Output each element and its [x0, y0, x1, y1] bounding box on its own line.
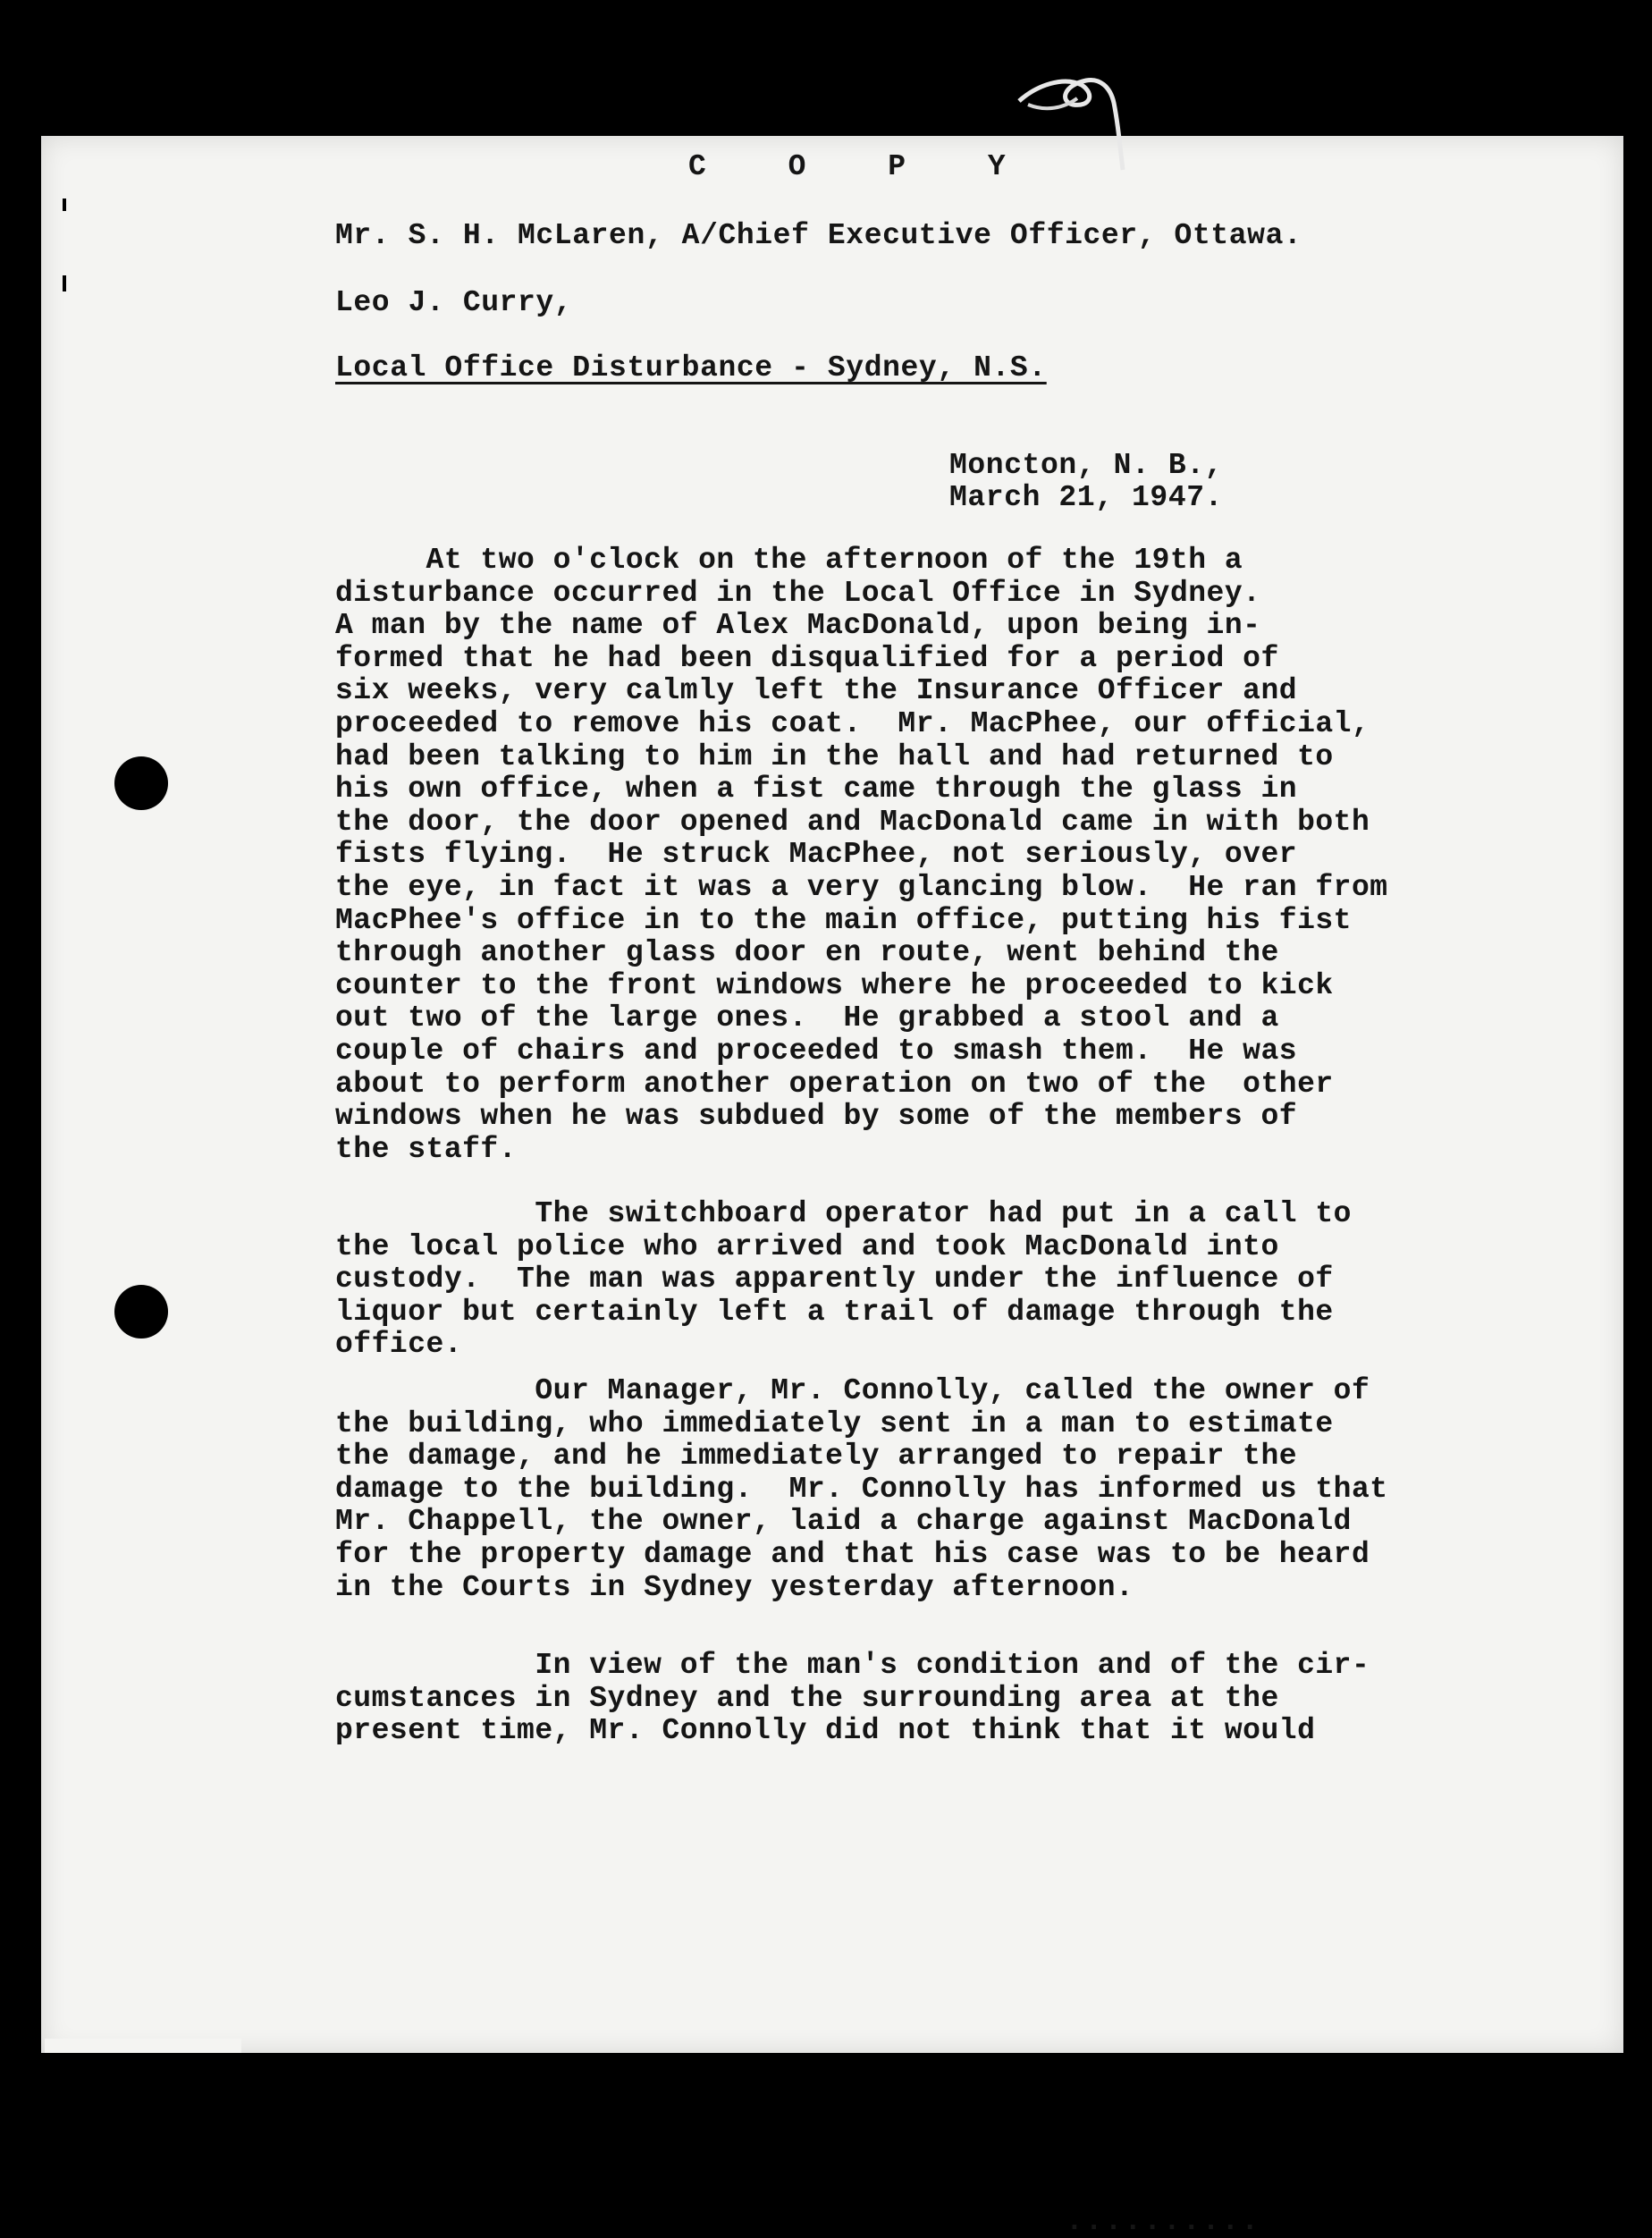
text-line: damage to the building. Mr. Connolly has informed us that	[335, 1472, 1388, 1506]
continuation-dots: ..........	[1066, 2205, 1261, 2238]
text-line: office.	[335, 1328, 463, 1362]
text-line: his own office, when a fist came through the glass in	[335, 773, 1298, 807]
margin-mark	[63, 198, 66, 211]
text-line: At two o'clock on the afternoon of the 19th a	[335, 544, 1243, 577]
text-line: the staff.	[335, 1132, 518, 1166]
text-line: the door, the door opened and MacDonald came in with both	[335, 805, 1370, 839]
text-line: out two of the large ones. He grabbed a stool and a	[335, 1001, 1279, 1035]
text-line: cumstances in Sydney and the surrounding area at the	[335, 1681, 1279, 1715]
text-line: formed that he had been disqualified for a period of	[335, 641, 1279, 675]
copy-heading: C O P Y	[688, 150, 1038, 183]
text-line: had been talking to him in the hall and had returned to	[335, 739, 1334, 773]
text-line: disturbance occurred in the Local Office in Sydney.	[335, 576, 1261, 610]
text-line: Mr. Chappell, the owner, laid a charge against MacDonald	[335, 1505, 1352, 1539]
text-line: present time, Mr. Connolly did not think that it would	[335, 1714, 1316, 1748]
paragraph-2	[335, 1198, 1352, 1362]
text-line: MacPhee's office in to the main office, putting his fist	[335, 903, 1352, 937]
text-line: proceeded to remove his coat. Mr. MacPhee, our official,	[335, 706, 1370, 740]
text-line: through another glass door en route, went behind the	[335, 936, 1279, 970]
punch-hole-bottom	[114, 1285, 168, 1339]
text-line: custody. The man was apparently under the influence of	[335, 1263, 1334, 1296]
text-line: In view of the man's condition and of the cir-	[335, 1649, 1370, 1682]
archive-label	[45, 2039, 241, 2053]
paragraph-4	[335, 1650, 1370, 1748]
text-line: the building, who immediately sent in a man to estimate	[335, 1406, 1334, 1440]
text-line: liquor but certainly left a trail of damage through the	[335, 1295, 1334, 1329]
text-line: six weeks, very calmly left the Insurance Officer and	[335, 674, 1298, 708]
paragraph-1	[335, 545, 1388, 1166]
text-line: fists flying. He struck MacPhee, not seriously, over	[335, 838, 1298, 872]
text-line: the damage, and he immediately arranged to repair the	[335, 1440, 1298, 1474]
text-line: for the property damage and that his case was to be heard	[335, 1537, 1370, 1571]
text-line: about to perform another operation on two of the other	[335, 1067, 1334, 1101]
margin-mark	[63, 275, 66, 291]
text-line: the local police who arrived and took MacDonald into	[335, 1229, 1279, 1263]
memo-to: Mr. S. H. McLaren, A/Chief Executive Officer, Ottawa.	[335, 219, 1302, 252]
memo-date: March 21, 1947.	[949, 481, 1224, 514]
text-line: counter to the front windows where he proceeded to kick	[335, 968, 1334, 1002]
memo-place: Moncton, N. B.,	[949, 449, 1224, 482]
memo-from: Leo J. Curry,	[335, 286, 573, 319]
text-line: The switchboard operator had put in a call to	[335, 1197, 1352, 1230]
punch-hole-top	[114, 756, 168, 810]
text-line: the eye, in fact it was a very glancing blow. He ran from	[335, 870, 1388, 904]
text-line: Our Manager, Mr. Connolly, called the owner of	[335, 1374, 1370, 1407]
text-line: couple of chairs and proceeded to smash them. He was	[335, 1034, 1298, 1068]
memo-subject: Local Office Disturbance - Sydney, N.S.	[335, 351, 1047, 384]
paragraph-3	[335, 1375, 1388, 1604]
text-line: windows when he was subdued by some of the members of	[335, 1100, 1298, 1134]
text-line: A man by the name of Alex MacDonald, upon being in-	[335, 609, 1261, 643]
text-line: in the Courts in Sydney yesterday afternoon.	[335, 1570, 1134, 1604]
